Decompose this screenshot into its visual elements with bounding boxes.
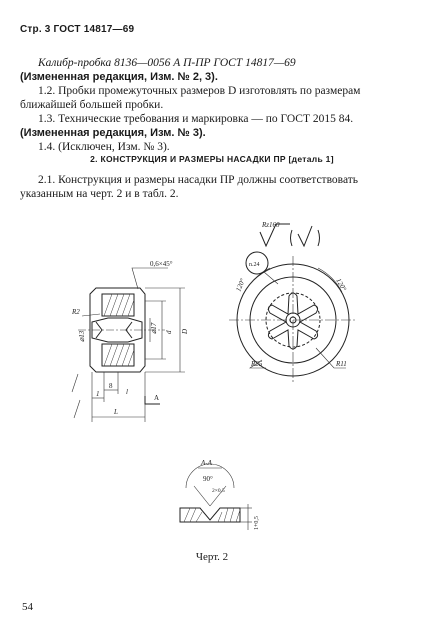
figure-caption: Черт. 2	[195, 551, 229, 563]
amendment-note-2: (Измененная редакция, Изм. № 3).	[20, 127, 206, 139]
label-chamfer: 0,6×45°	[150, 260, 173, 268]
label-rz160: Rz160	[262, 221, 280, 229]
gauge-designation: Калибр-пробка 8136—0056 А П-ПР ГОСТ 14817—69	[38, 57, 296, 69]
label-section-aa: А-А	[201, 459, 212, 467]
clause-1-4: 1.4. (Исключен, Изм. № 3).	[38, 141, 170, 153]
amendment-note-1: (Измененная редакция, Изм. № 2, 3).	[20, 71, 218, 83]
label-section-a: А	[154, 394, 160, 402]
clause-2-1-text: 2.1. Конструкция и размеры насадки ПР должны соответствовать указанным на черт. 2 и в табл. 2.	[20, 174, 359, 200]
page-number: 54	[22, 601, 33, 613]
clause-1-3: 1.3. Технические требования и маркировка — по ГОСТ 2015 84.	[38, 113, 354, 125]
label-angle-90: 90°	[203, 475, 213, 483]
side-section-view	[72, 268, 185, 422]
label-L: L	[114, 408, 118, 416]
side-view-labels	[71, 260, 189, 416]
label-d: d	[165, 330, 173, 334]
label-height-dim: 1+0,5	[254, 516, 260, 530]
label-marking: n.24	[249, 262, 260, 268]
section-heading: 2. КОНСТРУКЦИЯ И РАЗМЕРЫ НАСАДКИ ПР [деталь 1]	[90, 154, 334, 164]
label-D: D	[181, 328, 189, 334]
label-d17: ⌀17	[150, 322, 158, 334]
label-angle-120-left: 120°	[234, 277, 247, 293]
clause-1-2: 1.2. Пробки промежуточных размеров D изготовлять по размерам ближайшей большей пробки.	[20, 85, 361, 111]
page-header: Стр. 3 ГОСТ 14817—69	[20, 24, 135, 35]
section-a-a	[180, 464, 252, 530]
label-d13: ⌀13	[78, 330, 86, 342]
label-r11: R11	[336, 360, 347, 368]
label-dim-1: 1	[96, 390, 100, 398]
label-section-small-dim: 2×0,5	[212, 488, 225, 494]
label-angle-120-right: 120°	[334, 277, 348, 293]
label-r25: R25	[251, 360, 263, 368]
label-r2: R2	[72, 308, 80, 316]
label-l: l	[126, 388, 128, 396]
label-dim-8: 8	[109, 382, 113, 390]
